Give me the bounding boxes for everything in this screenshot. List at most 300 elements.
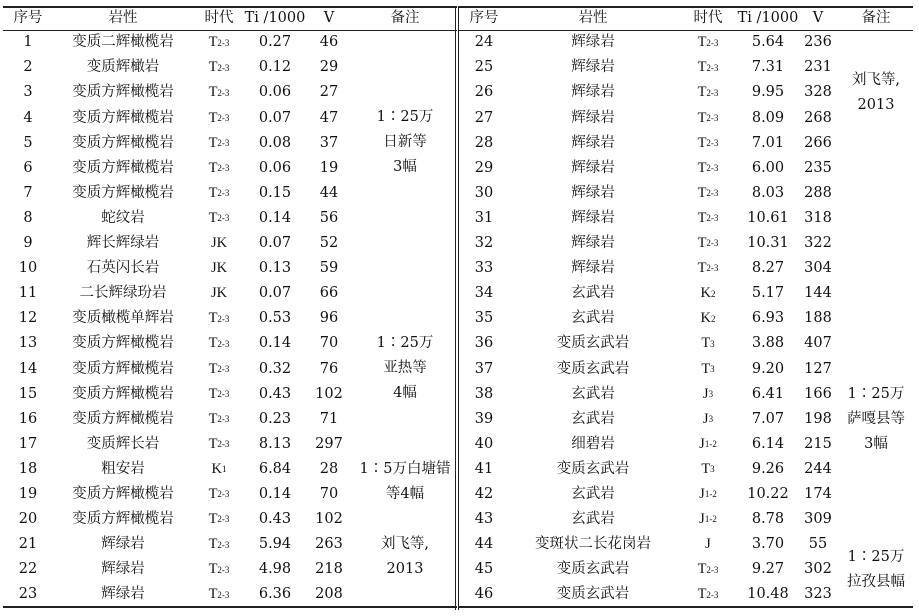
row-number: 41 (474, 460, 494, 477)
row-number: 9 (23, 235, 33, 252)
ti-value: 0.14 (258, 486, 292, 503)
era-symbol: T (208, 134, 218, 151)
era-symbol: J (699, 486, 705, 503)
header-ti: Ti /1000 (244, 9, 306, 26)
era: J 1-2 (699, 511, 717, 528)
note-line: 3幅 (864, 435, 888, 452)
era: J 3 (702, 385, 714, 402)
era-symbol: T (697, 159, 707, 176)
era: T 2-3 (208, 310, 230, 327)
v-value: 266 (804, 134, 832, 151)
rock-type: 变质方辉橄榄岩 (72, 84, 174, 101)
table-row (459, 231, 913, 256)
ti-value: 8.27 (751, 260, 785, 277)
era-symbol: J (702, 385, 709, 402)
era: T 2-3 (697, 235, 719, 252)
rock-type: 辉绿岩 (571, 109, 615, 126)
era: T 2-3 (208, 209, 230, 226)
era-symbol: T (208, 84, 218, 101)
rock-type: 变质玄武岩 (556, 360, 630, 377)
ti-value: 4.98 (258, 561, 292, 578)
v-value: 215 (804, 435, 832, 452)
row-number: 13 (18, 335, 38, 352)
era-symbol: T (208, 34, 218, 51)
v-value: 318 (804, 209, 832, 226)
era: T 2-3 (208, 59, 230, 76)
row-number: 40 (474, 435, 494, 452)
header-era: 时代 (204, 9, 234, 26)
era-symbol: T (701, 335, 711, 352)
ti-value: 0.06 (258, 159, 292, 176)
rock-type: 二长辉绿玢岩 (79, 285, 167, 302)
era: T 2-3 (208, 184, 230, 201)
era: T 2-3 (208, 360, 230, 377)
era-symbol: T (208, 360, 218, 377)
ti-value: 0.15 (258, 184, 292, 201)
ti-value: 7.07 (751, 410, 785, 427)
note-line: 3幅 (393, 159, 417, 176)
row-number: 8 (23, 209, 33, 226)
row-number: 31 (474, 209, 494, 226)
ti-value: 9.95 (751, 84, 785, 101)
v-value: 328 (804, 84, 832, 101)
v-value: 407 (804, 335, 832, 352)
era: T 2-3 (208, 335, 230, 352)
v-value: 56 (319, 209, 339, 226)
row-number: 20 (18, 511, 38, 528)
table-divider-line (458, 6, 459, 610)
rock-type: 蛇纹岩 (101, 209, 145, 226)
era: T 3 (701, 335, 715, 352)
era: T 2-3 (697, 159, 719, 176)
rock-type: 变质玄武岩 (556, 335, 630, 352)
header-ti: Ti /1000 (737, 9, 799, 26)
row-number: 42 (474, 486, 494, 503)
rock-type: 玄武岩 (571, 486, 615, 503)
row-number: 35 (474, 310, 494, 327)
v-value: 302 (804, 561, 832, 578)
row-number: 37 (474, 360, 494, 377)
era (193, 231, 245, 256)
rock-type: 变质方辉橄榄岩 (72, 511, 174, 528)
era-symbol: T (208, 109, 218, 126)
era: T 3 (701, 460, 715, 477)
era: T 2-3 (208, 561, 230, 578)
source-note (353, 507, 457, 607)
header-rock: 岩性 (578, 9, 608, 26)
rock-type: 辉绿岩 (101, 561, 145, 578)
rock-type: 变质辉橄岩 (86, 59, 160, 76)
ti-value: 5.64 (751, 34, 785, 51)
ti-value: 3.88 (751, 335, 785, 352)
ti-value: 0.07 (258, 285, 292, 302)
row-number: 43 (474, 511, 494, 528)
row-number: 15 (18, 385, 38, 402)
table-row (459, 507, 913, 532)
era-symbol: JK (210, 260, 228, 277)
header-note: 备注 (390, 9, 420, 26)
ti-value: 0.08 (258, 134, 292, 151)
note-line: 亚热等 (383, 360, 427, 377)
table-row (459, 30, 913, 55)
era-symbol: J (699, 435, 705, 452)
ti-value: 10.31 (747, 235, 789, 252)
era-symbol: T (208, 310, 218, 327)
row-number: 2 (23, 59, 33, 76)
rock-type: 辉绿岩 (571, 84, 615, 101)
ti-value: 5.94 (258, 536, 292, 553)
source-note (839, 55, 913, 130)
header-v: V (812, 9, 824, 26)
row-number: 25 (474, 59, 494, 76)
ti-value: 0.13 (258, 260, 292, 277)
era: K 2 (700, 285, 716, 302)
rock-type: 辉绿岩 (571, 209, 615, 226)
note-line: 1∶25万 (376, 109, 434, 126)
ti-value: 6.00 (751, 159, 785, 176)
row-number: 12 (18, 310, 38, 327)
header-no: 序号 (13, 9, 43, 26)
era: T 2-3 (697, 109, 719, 126)
era: T 2-3 (697, 184, 719, 201)
table-row (459, 256, 913, 281)
ti-value: 0.14 (258, 209, 292, 226)
era-symbol: J (705, 536, 711, 553)
row-number: 10 (18, 260, 38, 277)
rock-type: 变质方辉橄榄岩 (72, 360, 174, 377)
era-symbol: T (701, 360, 711, 377)
era: K 1 (211, 460, 227, 477)
row-number: 4 (23, 109, 33, 126)
note-line: 刘飞等, (851, 71, 901, 88)
rock-type: 变质玄武岩 (556, 561, 630, 578)
era: K 2 (700, 310, 716, 327)
era-symbol: T (697, 34, 707, 51)
rock-type: 细碧岩 (571, 435, 615, 452)
row-number: 46 (474, 586, 494, 603)
row-number: 16 (18, 410, 38, 427)
era: T 2-3 (208, 511, 230, 528)
era-symbol: T (697, 209, 707, 226)
ti-value: 8.09 (751, 109, 785, 126)
row-number: 21 (18, 536, 38, 553)
rock-type: 变斑状二长花岗岩 (535, 536, 651, 553)
v-value: 52 (319, 235, 339, 252)
rock-type: 玄武岩 (571, 310, 615, 327)
v-value: 297 (315, 435, 343, 452)
ti-value: 8.03 (751, 184, 785, 201)
note-line: 1∶25万 (847, 385, 905, 402)
rock-type: 变质方辉橄榄岩 (72, 410, 174, 427)
era-symbol: T (697, 184, 707, 201)
row-number: 26 (474, 84, 494, 101)
row-number: 19 (18, 486, 38, 503)
era-symbol: T (208, 561, 218, 578)
era-symbol: T (208, 385, 218, 402)
rock-type: 辉绿岩 (101, 536, 145, 553)
ti-value: 0.23 (258, 410, 292, 427)
rock-type: 变质方辉橄榄岩 (72, 109, 174, 126)
era: T 2-3 (208, 84, 230, 101)
ti-value: 8.13 (258, 435, 292, 452)
era-symbol: T (697, 235, 707, 252)
rock-type: 玄武岩 (571, 285, 615, 302)
era: T 2-3 (208, 435, 230, 452)
era-symbol: T (208, 435, 218, 452)
era-symbol: T (208, 586, 218, 603)
source-note (353, 80, 457, 206)
v-value: 59 (319, 260, 339, 277)
ti-value: 6.41 (751, 385, 785, 402)
ti-value: 7.31 (751, 59, 785, 76)
row-number: 29 (474, 159, 494, 176)
v-value: 70 (319, 486, 339, 503)
row-number: 39 (474, 410, 494, 427)
table-row (459, 130, 913, 155)
era-symbol: T (697, 84, 707, 101)
table-row (3, 281, 457, 306)
v-value: 70 (319, 335, 339, 352)
rock-type: 辉绿岩 (571, 184, 615, 201)
era-symbol: T (697, 109, 707, 126)
row-number: 34 (474, 285, 494, 302)
row-number: 17 (18, 435, 38, 452)
era: J 1-2 (699, 486, 717, 503)
rock-type: 石英闪长岩 (86, 260, 160, 277)
era-symbol: K (211, 460, 222, 477)
era (193, 256, 245, 281)
era-symbol: T (697, 260, 707, 277)
source-note (839, 356, 913, 482)
era: T 2-3 (208, 134, 230, 151)
era: T 2-3 (697, 561, 719, 578)
ti-value: 10.61 (747, 209, 789, 226)
header-v: V (323, 9, 335, 26)
v-value: 208 (315, 586, 343, 603)
rock-type: 辉绿岩 (571, 34, 615, 51)
rock-type: 辉绿岩 (571, 59, 615, 76)
ti-value: 0.06 (258, 84, 292, 101)
era-symbol: T (208, 184, 218, 201)
row-number: 28 (474, 134, 494, 151)
row-number: 32 (474, 235, 494, 252)
v-value: 127 (804, 360, 832, 377)
right-table (459, 6, 913, 610)
v-value: 309 (804, 511, 832, 528)
era-symbol: JK (210, 285, 228, 302)
row-number: 36 (474, 335, 494, 352)
rock-type: 变质方辉橄榄岩 (72, 159, 174, 176)
v-value: 244 (804, 460, 832, 477)
era (677, 532, 739, 557)
table-row (459, 281, 913, 306)
rock-type: 玄武岩 (571, 511, 615, 528)
era-symbol: K (700, 285, 711, 302)
table-row (459, 156, 913, 181)
rock-type: 玄武岩 (571, 410, 615, 427)
era (193, 281, 245, 306)
ti-value: 6.84 (258, 460, 292, 477)
ti-value: 10.48 (747, 586, 789, 603)
ti-value: 7.01 (751, 134, 785, 151)
era-symbol: T (208, 209, 218, 226)
row-number: 7 (23, 184, 33, 201)
era-symbol: T (697, 586, 707, 603)
v-value: 304 (804, 260, 832, 277)
v-value: 44 (319, 184, 339, 201)
rock-type: 变质橄榄单辉岩 (72, 310, 174, 327)
table-row (3, 432, 457, 457)
era-symbol: T (697, 561, 707, 578)
note-line: 4幅 (393, 385, 417, 402)
rock-type: 辉绿岩 (571, 159, 615, 176)
era: T 2-3 (208, 410, 230, 427)
era: T 2-3 (208, 159, 230, 176)
row-number: 3 (23, 84, 33, 101)
row-number: 6 (23, 159, 33, 176)
v-value: 55 (808, 536, 828, 553)
rock-type: 粗安岩 (101, 460, 145, 477)
source-note (839, 532, 913, 607)
era: T 2-3 (208, 385, 230, 402)
row-number: 24 (474, 34, 494, 51)
ti-value: 6.14 (751, 435, 785, 452)
era-symbol: T (208, 335, 218, 352)
ti-value: 0.07 (258, 235, 292, 252)
v-value: 322 (804, 235, 832, 252)
v-value: 76 (319, 360, 339, 377)
header-no: 序号 (469, 9, 499, 26)
row-number: 44 (474, 536, 494, 553)
rock-type: 变质二辉橄榄岩 (72, 34, 174, 51)
v-value: 144 (804, 285, 832, 302)
era: T 2-3 (208, 586, 230, 603)
row-number: 27 (474, 109, 494, 126)
era-symbol: T (208, 511, 218, 528)
era-symbol: T (208, 59, 218, 76)
era: T 2-3 (208, 486, 230, 503)
era: T 2-3 (208, 109, 230, 126)
row-number: 1 (23, 34, 33, 51)
v-value: 198 (804, 410, 832, 427)
rock-type: 变质玄武岩 (556, 460, 630, 477)
era: T 2-3 (697, 260, 719, 277)
ti-value: 0.43 (258, 511, 292, 528)
row-number: 38 (474, 385, 494, 402)
era: T 2-3 (697, 34, 719, 51)
v-value: 37 (319, 134, 339, 151)
rock-type: 辉长辉绿岩 (86, 235, 160, 252)
v-value: 231 (804, 59, 832, 76)
rock-type: 辉绿岩 (571, 134, 615, 151)
note-line: 日新等 (383, 134, 427, 151)
era-symbol: T (697, 59, 707, 76)
ti-value: 6.36 (258, 586, 292, 603)
v-value: 236 (804, 34, 832, 51)
note-line: 刘飞等, (380, 536, 430, 553)
note-line: 1∶25万 (847, 548, 905, 565)
v-value: 102 (315, 385, 343, 402)
rock-type: 辉绿岩 (571, 260, 615, 277)
row-number: 14 (18, 360, 38, 377)
rock-type: 变质方辉橄榄岩 (72, 486, 174, 503)
v-value: 19 (319, 159, 339, 176)
era: T 3 (701, 360, 715, 377)
era: T 2-3 (697, 134, 719, 151)
note-line: 等4幅 (385, 485, 425, 502)
row-number: 11 (18, 285, 38, 302)
table-row (459, 306, 913, 331)
era-symbol: J (699, 511, 705, 528)
row-number: 22 (18, 561, 38, 578)
era-symbol: T (208, 159, 218, 176)
source-note (353, 306, 457, 432)
era: T 2-3 (697, 586, 719, 603)
rock-type: 变质辉长岩 (86, 435, 160, 452)
note-line: 1∶25万 (376, 335, 434, 352)
rock-type: 变质玄武岩 (556, 586, 630, 603)
v-value: 263 (315, 536, 343, 553)
era: T 2-3 (208, 536, 230, 553)
source-note (353, 457, 457, 507)
era: T 2-3 (697, 59, 719, 76)
table-row (459, 331, 913, 356)
ti-value: 6.93 (751, 310, 785, 327)
left-table (3, 6, 457, 610)
v-value: 29 (319, 59, 339, 76)
header-era: 时代 (693, 9, 723, 26)
ti-value: 0.32 (258, 360, 292, 377)
era-symbol: T (208, 536, 218, 553)
table-row (3, 256, 457, 281)
note-line: 1∶5万白塘错 (359, 460, 451, 477)
row-number: 5 (23, 134, 33, 151)
table-row (3, 30, 457, 55)
ti-value: 3.70 (751, 536, 785, 553)
ti-value: 0.07 (258, 109, 292, 126)
note-line: 萨嘎县等 (847, 410, 905, 427)
table-row (3, 55, 457, 80)
ti-value: 8.78 (751, 511, 785, 528)
v-value: 47 (319, 109, 339, 126)
v-value: 166 (804, 385, 832, 402)
note-line: 2013 (386, 561, 424, 578)
era-symbol: T (208, 486, 218, 503)
era-symbol: T (701, 460, 711, 477)
v-value: 235 (804, 159, 832, 176)
note-line: 2013 (857, 96, 895, 113)
header-rock: 岩性 (108, 9, 138, 26)
era-symbol: J (702, 410, 709, 427)
table-row (459, 181, 913, 206)
v-value: 288 (804, 184, 832, 201)
ti-value: 9.26 (751, 460, 785, 477)
era-symbol: T (697, 134, 707, 151)
ti-value: 0.12 (258, 59, 292, 76)
ti-value: 9.27 (751, 561, 785, 578)
v-value: 66 (319, 285, 339, 302)
rock-type: 变质方辉橄榄岩 (72, 134, 174, 151)
era-symbol: K (700, 310, 711, 327)
table-row (3, 206, 457, 231)
ti-value: 0.27 (258, 34, 292, 51)
table-row (459, 206, 913, 231)
row-number: 23 (18, 586, 38, 603)
v-value: 218 (315, 561, 343, 578)
table-divider-line (455, 6, 456, 610)
v-value: 268 (804, 109, 832, 126)
row-number: 18 (18, 460, 38, 477)
